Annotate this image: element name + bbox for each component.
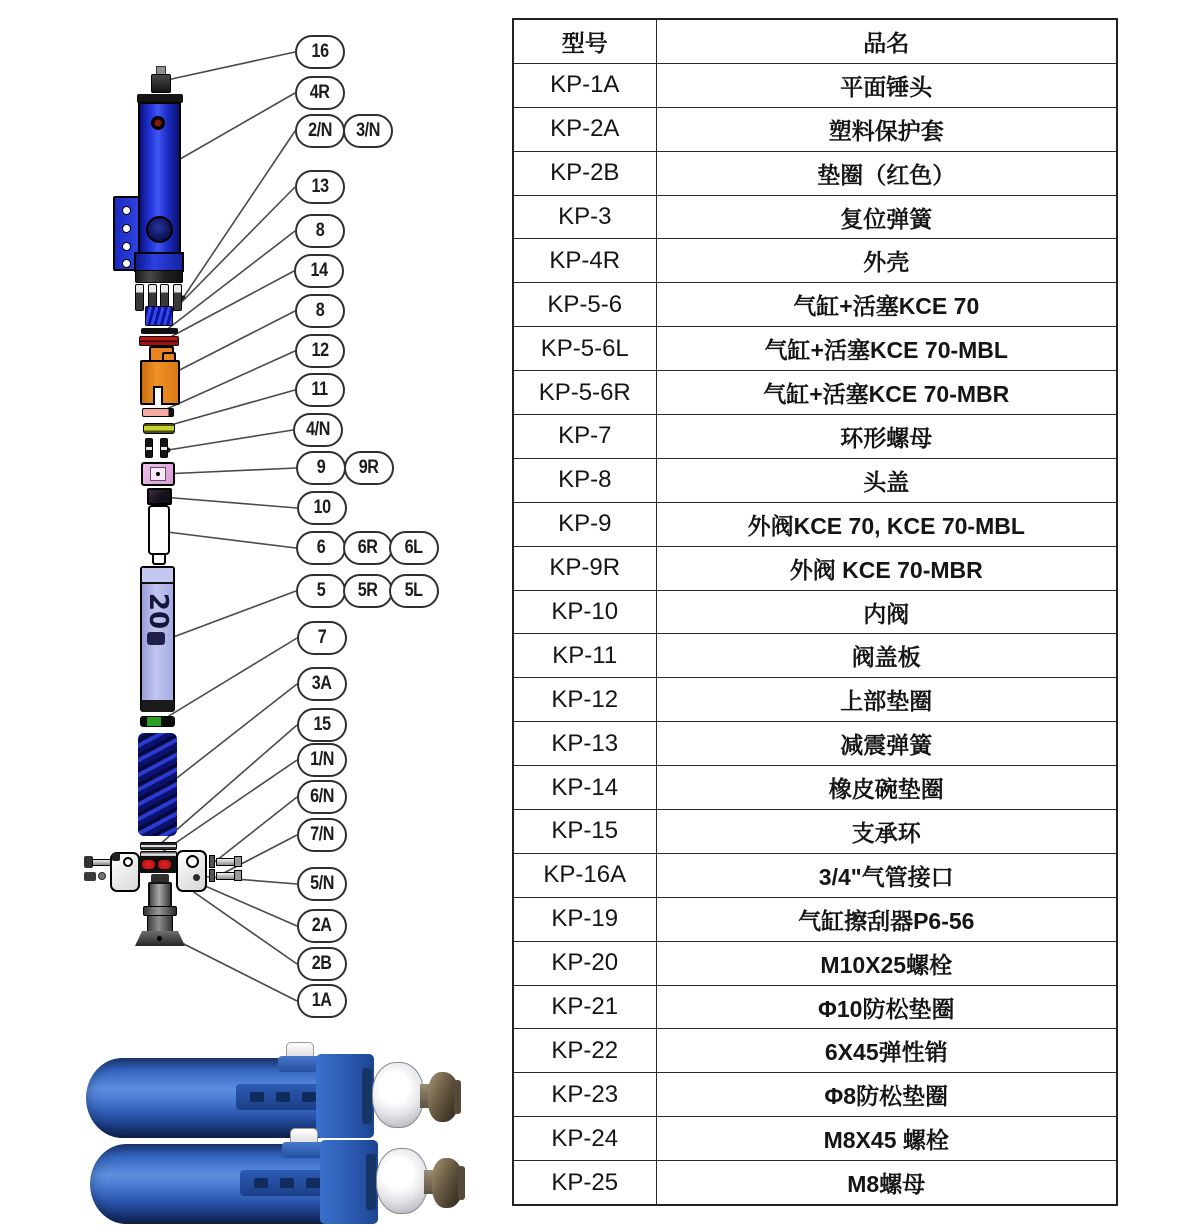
right-bolt-washer (209, 869, 215, 882)
housing-bottom-cap (135, 270, 183, 283)
cell-name: 外阀KCE 70, KCE 70-MBL (656, 502, 1117, 546)
cell-model: KP-7 (513, 415, 656, 459)
callout-5l-19 (389, 574, 439, 608)
cell-name: 复位弹簧 (656, 195, 1117, 239)
left-clamp-hole (123, 857, 133, 867)
table-row (513, 151, 1117, 195)
inner-valve (147, 488, 172, 505)
callout-label: 16 (311, 41, 329, 62)
air-inlet-connector (151, 74, 171, 93)
cell-model: KP-5-6R (513, 371, 656, 415)
rail-slot (254, 1178, 268, 1188)
cell-name: 上部垫圈 (656, 678, 1117, 722)
callout-label: 8 (315, 220, 325, 241)
callout-10-13 (297, 491, 347, 525)
cell-model: KP-5-6 (513, 283, 656, 327)
cell-name: 气缸+活塞KCE 70 (656, 283, 1117, 327)
ring-nut (140, 716, 175, 727)
cell-name: 平面锤头 (656, 63, 1117, 107)
cell-name: M10X25螺栓 (656, 941, 1117, 985)
callout-label: 5 (316, 580, 326, 601)
table-row (513, 327, 1117, 371)
callout-7-20 (297, 621, 347, 655)
cell-name: 外壳 (656, 239, 1117, 283)
cell-model: KP-25 (513, 1161, 656, 1205)
outer-valve-dot (156, 472, 160, 476)
callout-label: 1A (312, 990, 332, 1011)
table-row (513, 1073, 1117, 1117)
bracket-slot (366, 1154, 376, 1210)
table-row (513, 678, 1117, 722)
callout-label: 6R (358, 537, 378, 558)
cell-name: Φ8防松垫圈 (656, 1073, 1117, 1117)
cell-model: KP-9R (513, 546, 656, 590)
callout-2b-28 (297, 947, 347, 981)
cylinder (148, 505, 170, 555)
callout-label: 10 (313, 497, 331, 518)
right-bolt-shaft (216, 858, 236, 866)
rail-slot (306, 1178, 320, 1188)
bolt (173, 284, 182, 311)
red-washer (158, 860, 171, 869)
cell-model: KP-20 (513, 941, 656, 985)
callout-16-0 (295, 35, 345, 69)
cell-model: KP-9 (513, 502, 656, 546)
table-row (513, 1117, 1117, 1161)
coil-spring (138, 733, 177, 836)
cell-name: 外阀 KCE 70-MBR (656, 546, 1117, 590)
callout-label: 2A (312, 915, 332, 936)
cell-name: 支承环 (656, 810, 1117, 854)
bracket-slot (362, 1068, 372, 1124)
cell-model: KP-2B (513, 151, 656, 195)
table-row (513, 502, 1117, 546)
cell-model: KP-23 (513, 1073, 656, 1117)
callout-7-n-25 (297, 818, 347, 852)
left-washer (98, 872, 106, 880)
callout-6-n-24 (297, 780, 347, 814)
col-header-name: 品名 (656, 19, 1117, 63)
assembled-hammer-photo-2 (84, 1126, 470, 1226)
head-cap-slot (153, 386, 163, 405)
rail-slot (302, 1092, 316, 1102)
table-row (513, 590, 1117, 634)
parts-table (512, 18, 1118, 1206)
callout-label: 5R (358, 580, 378, 601)
callout-label: 7/N (310, 824, 334, 845)
cell-name: 环形螺母 (656, 415, 1117, 459)
bolt (135, 284, 144, 311)
cell-model: KP-13 (513, 722, 656, 766)
callout-label: 6/N (310, 786, 334, 807)
cell-model: KP-2A (513, 107, 656, 151)
bracket-hole (122, 242, 131, 251)
bracket-hole (122, 206, 131, 215)
callout-label: 14 (310, 260, 328, 281)
callout-label: 5L (404, 580, 424, 601)
cell-model: KP-15 (513, 810, 656, 854)
callout-5r-18 (343, 574, 393, 608)
plastic-collar (372, 1062, 424, 1128)
plastic-collar (376, 1148, 428, 1214)
callout-3-n-3 (343, 114, 393, 148)
callout-label: 15 (313, 714, 331, 735)
callout-4r-1 (295, 76, 345, 110)
callout-label: 9R (359, 457, 379, 478)
table-row (513, 107, 1117, 151)
callout-11-9 (295, 373, 345, 407)
housing-screw-boss (146, 216, 173, 243)
rail-slot (280, 1178, 294, 1188)
cell-name: M8X45 螺栓 (656, 1117, 1117, 1161)
support-ring (140, 842, 177, 850)
cell-model: KP-1A (513, 63, 656, 107)
callout-14-6 (294, 254, 344, 288)
hammer-head-mid (147, 915, 173, 932)
right-clamp-hole (186, 855, 199, 868)
right-bolt-washer (209, 855, 215, 868)
cell-model: KP-14 (513, 766, 656, 810)
table-row (513, 239, 1117, 283)
bracket-hole (122, 259, 131, 268)
table-row (513, 415, 1117, 459)
cell-name: 气缸+活塞KCE 70-MBR (656, 371, 1117, 415)
table-row (513, 810, 1117, 854)
callout-6r-15 (343, 531, 393, 565)
callout-label: 3/N (356, 120, 380, 141)
rail-slot (250, 1092, 264, 1102)
callout-9r-12 (344, 451, 394, 485)
table-row (513, 634, 1117, 678)
callout-label: 13 (311, 176, 329, 197)
table-row (513, 766, 1117, 810)
piston-bottom-cap (141, 700, 174, 712)
rail-slot (276, 1092, 290, 1102)
callout-label: 6 (316, 537, 326, 558)
table-row (513, 195, 1117, 239)
housing-port-dot (151, 116, 165, 130)
callout-9-11 (296, 451, 346, 485)
cell-name: 3/4"气管接口 (656, 853, 1117, 897)
callout-1a-29 (297, 984, 347, 1018)
callout-label: 12 (311, 340, 329, 361)
red-washer (142, 860, 155, 869)
cell-name: 减震弹簧 (656, 722, 1117, 766)
cell-model: KP-11 (513, 634, 656, 678)
table-row (513, 897, 1117, 941)
callout-2-n-2 (295, 114, 345, 148)
cell-name: 塑料保护套 (656, 107, 1117, 151)
callout-8-7 (295, 294, 345, 328)
table-row (513, 371, 1117, 415)
callout-8-5 (295, 214, 345, 248)
piston-logo-blob (147, 632, 165, 645)
cell-name: 头盖 (656, 458, 1117, 502)
cell-name: Φ10防松垫圈 (656, 985, 1117, 1029)
callout-13-4 (295, 170, 345, 204)
cell-name: 6X45弹性销 (656, 1029, 1117, 1073)
callout-4-n-10 (293, 413, 343, 447)
callout-label: 2B (312, 953, 332, 974)
cell-model: KP-5-6L (513, 327, 656, 371)
valve-cover-plate (143, 423, 175, 434)
hammer-head-dot (157, 936, 162, 941)
callout-label: 4R (310, 82, 330, 103)
callout-label: 7 (317, 627, 327, 648)
table-row (513, 546, 1117, 590)
cell-name: 内阀 (656, 590, 1117, 634)
cell-model: KP-4R (513, 239, 656, 283)
table-row (513, 1161, 1117, 1205)
metal-head-face (454, 1080, 461, 1114)
cell-model: KP-12 (513, 678, 656, 722)
callout-label: 11 (311, 379, 329, 400)
right-bolt-shaft (216, 872, 236, 880)
table-row (513, 458, 1117, 502)
piston-top-band (142, 568, 173, 584)
cell-model: KP-19 (513, 897, 656, 941)
right-clamp-dot (193, 874, 200, 881)
cell-model: KP-3 (513, 195, 656, 239)
callout-label: 2/N (308, 120, 332, 141)
shock-spring-stack (145, 306, 173, 326)
table-row (513, 853, 1117, 897)
left-small-piece (84, 872, 96, 881)
bracket-hole (122, 224, 131, 233)
callout-2a-27 (297, 909, 347, 943)
cell-model: KP-21 (513, 985, 656, 1029)
cell-name: 气缸擦刮器P6-56 (656, 897, 1117, 941)
housing-lower-section (134, 252, 184, 272)
table-row (513, 63, 1117, 107)
cell-model: KP-16A (513, 853, 656, 897)
washer-plate (141, 328, 178, 334)
callout-6-14 (296, 531, 346, 565)
callout-label: 6L (404, 537, 424, 558)
hammer-head-shank (148, 882, 172, 908)
callout-5-17 (296, 574, 346, 608)
right-bolt-head (234, 870, 242, 881)
callout-12-8 (295, 334, 345, 368)
callout-label: 8 (315, 300, 325, 321)
right-bolt-head (234, 856, 242, 867)
rubber-cup-washer (139, 336, 179, 346)
cell-name: 气缸+活塞KCE 70-MBL (656, 327, 1117, 371)
pin (160, 438, 168, 458)
callout-label: 1/N (310, 749, 334, 770)
cell-model: KP-10 (513, 590, 656, 634)
callout-label: 3A (312, 673, 332, 694)
callout-3a-21 (297, 667, 347, 701)
left-clamp-notch (112, 853, 120, 861)
cell-name: 橡皮碗垫圈 (656, 766, 1117, 810)
callout-label: 4/N (306, 419, 330, 440)
callout-5-n-26 (297, 867, 347, 901)
callout-label: 5/N (310, 873, 334, 894)
callout-15-22 (297, 708, 347, 742)
table-row (513, 1029, 1117, 1073)
pin (145, 438, 153, 458)
callout-1-n-23 (297, 743, 347, 777)
table-row (513, 985, 1117, 1029)
table-row (513, 941, 1117, 985)
metal-head-face (458, 1166, 465, 1200)
table-row (513, 283, 1117, 327)
cell-model: KP-8 (513, 458, 656, 502)
cell-name: M8螺母 (656, 1161, 1117, 1205)
callout-6l-16 (389, 531, 439, 565)
cell-model: KP-24 (513, 1117, 656, 1161)
table-row (513, 722, 1117, 766)
table-header-row (513, 19, 1117, 63)
cell-name: 阀盖板 (656, 634, 1117, 678)
cylinder-foot (152, 555, 166, 565)
upper-washer (142, 408, 174, 417)
callout-label: 9 (316, 457, 326, 478)
cell-name: 垫圈（红色） (656, 151, 1117, 195)
cell-model: KP-22 (513, 1029, 656, 1073)
piston-marking: 20 (143, 592, 173, 630)
col-header-model: 型号 (513, 19, 656, 63)
